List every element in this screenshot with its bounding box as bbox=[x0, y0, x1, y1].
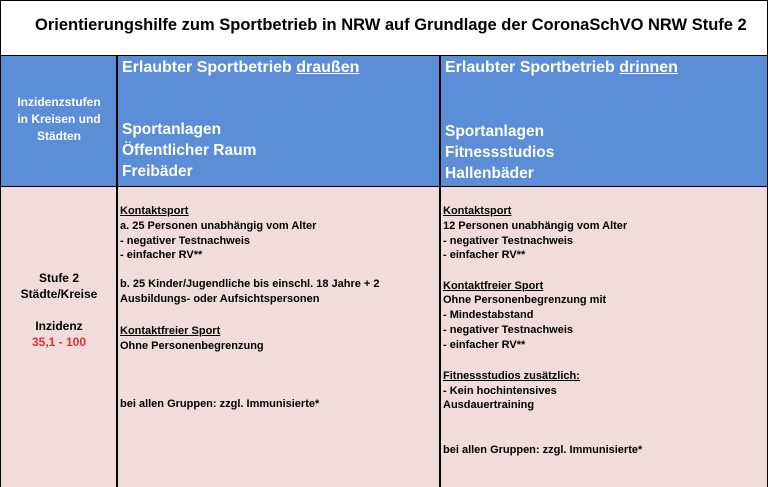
outdoor-heading-emphasis: draußen bbox=[296, 59, 360, 76]
stage-name: Stufe 2 bbox=[38, 271, 79, 285]
outdoor-all-groups-note: bei allen Gruppen: zzgl. Immunisierte* bbox=[120, 398, 320, 410]
indoor-rule-line: Ausdauertraining bbox=[443, 399, 535, 411]
venue-item: Fitnessstudios bbox=[445, 144, 555, 161]
incidence-label: Inzidenz bbox=[35, 319, 83, 333]
indoor-heading-prefix: Erlaubter Sportbetrieb bbox=[445, 59, 620, 76]
indoor-heading bbox=[445, 59, 678, 77]
indoor-rule-line: - negativer Testnachweis bbox=[443, 235, 574, 247]
indoor-heading-emphasis: drinnen bbox=[619, 59, 678, 76]
column-divider bbox=[116, 56, 118, 487]
indoor-rules-cell bbox=[441, 187, 767, 487]
venue-item: Öffentlicher Raum bbox=[122, 142, 257, 159]
indoor-contact-heading: Kontaktsport bbox=[443, 205, 512, 217]
venue-item: Freibäder bbox=[122, 163, 193, 180]
outdoor-noncontact-heading: Kontaktfreier Sport bbox=[120, 325, 221, 337]
incidence-value: 35,1 - 100 bbox=[31, 335, 87, 349]
stage-area: Städte/Kreise bbox=[20, 287, 98, 301]
outdoor-rule-line: Ausbildungs- oder Aufsichtspersonen bbox=[120, 293, 320, 305]
page-title: Orientierungshilfe zum Sportbetrieb in NRW auf Grundlage der CoronaSchVO NRW Stufe 2 bbox=[35, 16, 747, 34]
outdoor-rule-line: - einfacher RV** bbox=[120, 249, 203, 261]
indoor-venue-list bbox=[445, 121, 554, 184]
header-indoor-cell bbox=[441, 56, 767, 187]
level-heading-line: in Kreisen und bbox=[17, 112, 101, 126]
level-heading-line: Städten bbox=[36, 129, 81, 143]
outdoor-rule-line: - negativer Testnachweis bbox=[120, 235, 251, 247]
venue-item: Sportanlagen bbox=[122, 121, 222, 138]
outdoor-venue-list bbox=[122, 119, 256, 182]
indoor-rule-line: Ohne Personenbegrenzung mit bbox=[443, 294, 607, 306]
outdoor-rule-line: b. 25 Kinder/Jugendliche bis einschl. 18 Jahre + 2 bbox=[120, 278, 380, 290]
title-bar bbox=[1, 1, 767, 57]
outdoor-heading-prefix: Erlaubter Sportbetrieb bbox=[122, 59, 297, 76]
header-level-cell bbox=[1, 56, 117, 187]
venue-item: Sportanlagen bbox=[445, 123, 545, 140]
indoor-rule-line: 12 Personen unabhängig vom Alter bbox=[443, 220, 628, 232]
outdoor-heading bbox=[122, 59, 359, 77]
level-column-heading bbox=[1, 94, 117, 145]
stage-cell bbox=[1, 187, 117, 487]
outdoor-rules-cell bbox=[118, 187, 440, 487]
indoor-rule-line: - einfacher RV** bbox=[443, 339, 526, 351]
indoor-noncontact-heading: Kontaktfreier Sport bbox=[443, 280, 544, 292]
indoor-rule-line: - Mindestabstand bbox=[443, 309, 534, 321]
venue-item: Hallenbäder bbox=[445, 165, 534, 182]
indoor-rule-line: - negativer Testnachweis bbox=[443, 324, 574, 336]
stage-info bbox=[1, 270, 117, 350]
indoor-rule-line: - einfacher RV** bbox=[443, 249, 526, 261]
header-outdoor-cell bbox=[118, 56, 440, 187]
indoor-all-groups-note: bei allen Gruppen: zzgl. Immunisierte* bbox=[443, 444, 643, 456]
outdoor-contact-heading: Kontaktsport bbox=[120, 205, 189, 217]
column-divider bbox=[439, 56, 441, 487]
level-heading-line: Inzidenzstufen bbox=[17, 95, 101, 109]
outdoor-rule-line: Ohne Personenbegrenzung bbox=[120, 340, 264, 352]
indoor-fitness-heading: Fitnessstudios zusätzlich: bbox=[443, 370, 580, 382]
indoor-rule-line: - Kein hochintensives bbox=[443, 385, 557, 397]
outdoor-rule-line: a. 25 Personen unabhängig vom Alter bbox=[120, 220, 317, 232]
